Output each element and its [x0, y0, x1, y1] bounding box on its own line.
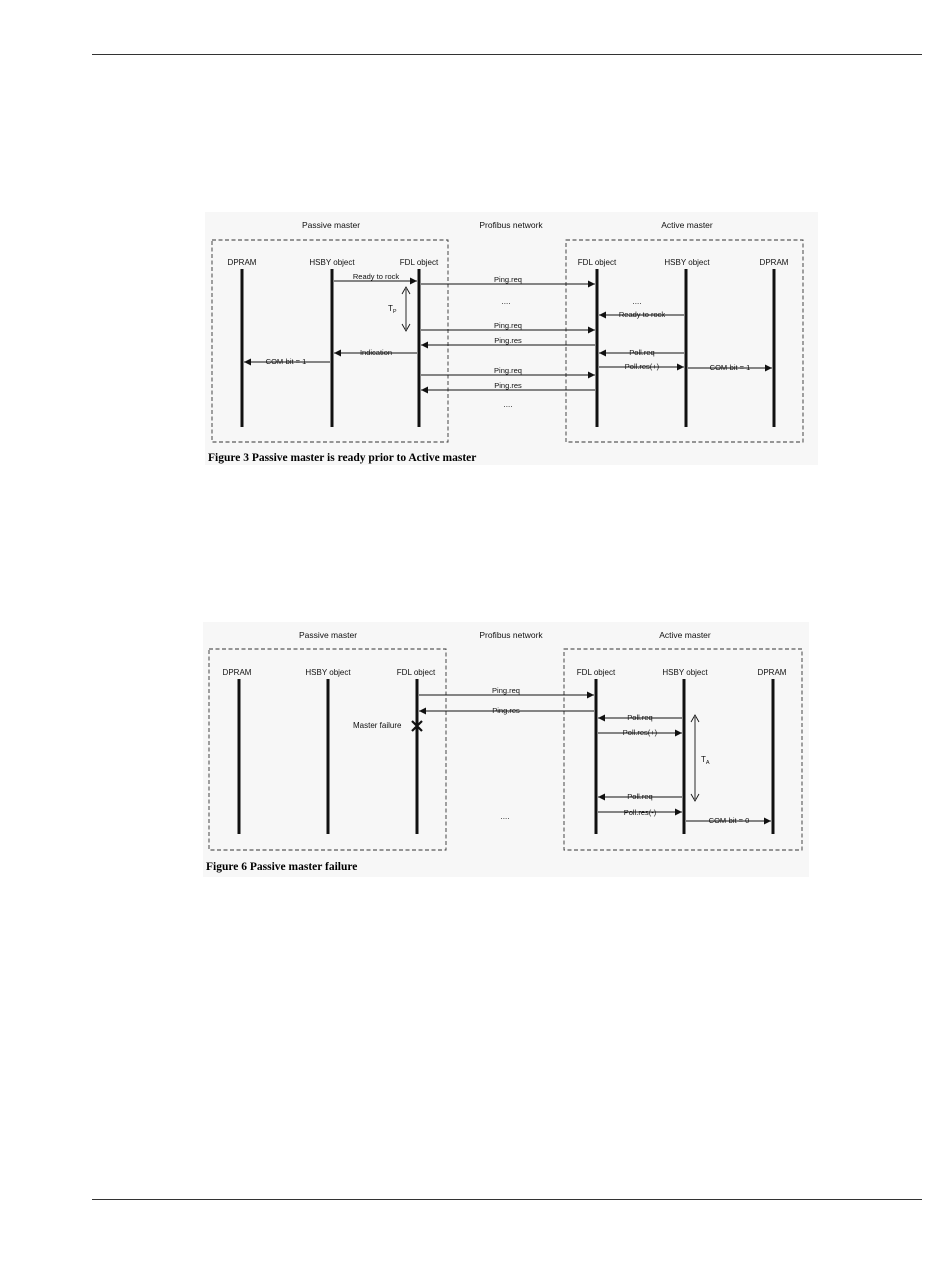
message-label: Ping.req: [494, 321, 522, 330]
message-label: COM-bit = 0: [708, 816, 750, 825]
message-label: COM-bit = 1: [265, 357, 307, 366]
header-rule: [92, 54, 922, 55]
figure-3: [205, 212, 818, 465]
lifeline-label-fdl-passive: FDL object: [396, 668, 436, 677]
message-label: Poll.res(+): [624, 362, 660, 371]
figure-6-caption: Figure 6 Passive master failure: [206, 861, 358, 873]
passive-master-box: [212, 240, 448, 442]
ellipsis: ....: [632, 297, 642, 306]
lifeline-label-hsby-active: HSBY object: [664, 258, 710, 267]
figure-6: [203, 622, 809, 877]
lifeline-label-dpram-passive: DPRAM: [227, 258, 257, 267]
message-label: Poll.req: [627, 713, 653, 722]
group-label-passive: Passive master: [298, 630, 358, 640]
lifeline-label-dpram-passive: DPRAM: [222, 668, 252, 677]
message-label: Ready to rock: [618, 310, 666, 319]
message-label: Ping.res: [494, 336, 522, 345]
message-label: Poll.req: [627, 792, 653, 801]
lifeline-label-fdl-active: FDL object: [577, 258, 617, 267]
message-label: Poll.req: [629, 348, 655, 357]
figure-3-diagram: [205, 212, 818, 465]
lifeline-label-hsby-passive: HSBY object: [309, 258, 355, 267]
lifeline-label-fdl-active: FDL object: [576, 668, 616, 677]
message-label: Ping.req: [492, 686, 520, 695]
message-label: COM-bit = 1: [709, 363, 751, 372]
footer-rule: [92, 1199, 922, 1200]
timer-label: $T_A$: [701, 755, 710, 766]
lifeline-label-dpram-active: DPRAM: [757, 668, 787, 677]
group-label-network: Profibus network: [479, 630, 543, 640]
group-label-active: Active master: [659, 630, 711, 640]
group-label-active: Active master: [661, 220, 713, 230]
lifeline-label-fdl-passive: FDL object: [399, 258, 439, 267]
message-label: Ready to rock: [352, 272, 400, 281]
group-label-passive: Passive master: [301, 220, 361, 230]
timer-label: $T_P$: [388, 304, 397, 315]
ellipsis: ....: [503, 400, 513, 409]
ellipsis: ....: [501, 297, 511, 306]
ellipsis: ....: [500, 812, 510, 821]
message-label: Indication: [359, 348, 393, 357]
lifeline-label-dpram-active: DPRAM: [759, 258, 789, 267]
group-label-network: Profibus network: [479, 220, 543, 230]
lifeline-label-hsby-passive: HSBY object: [305, 668, 351, 677]
message-label: Ping.req: [494, 275, 522, 284]
message-label: Ping.res: [494, 381, 522, 390]
message-label: Ping.res: [492, 706, 520, 715]
message-label: Poll.res(+): [622, 728, 658, 737]
message-label: Poll.res(-): [623, 808, 657, 817]
lifeline-label-hsby-active: HSBY object: [662, 668, 708, 677]
failure-label: Master failure: [353, 721, 402, 730]
message-label: Ping.req: [494, 366, 522, 375]
figure-3-caption: Figure 3 Passive master is ready prior to Active master: [208, 452, 477, 464]
figure-6-diagram: [203, 622, 809, 877]
